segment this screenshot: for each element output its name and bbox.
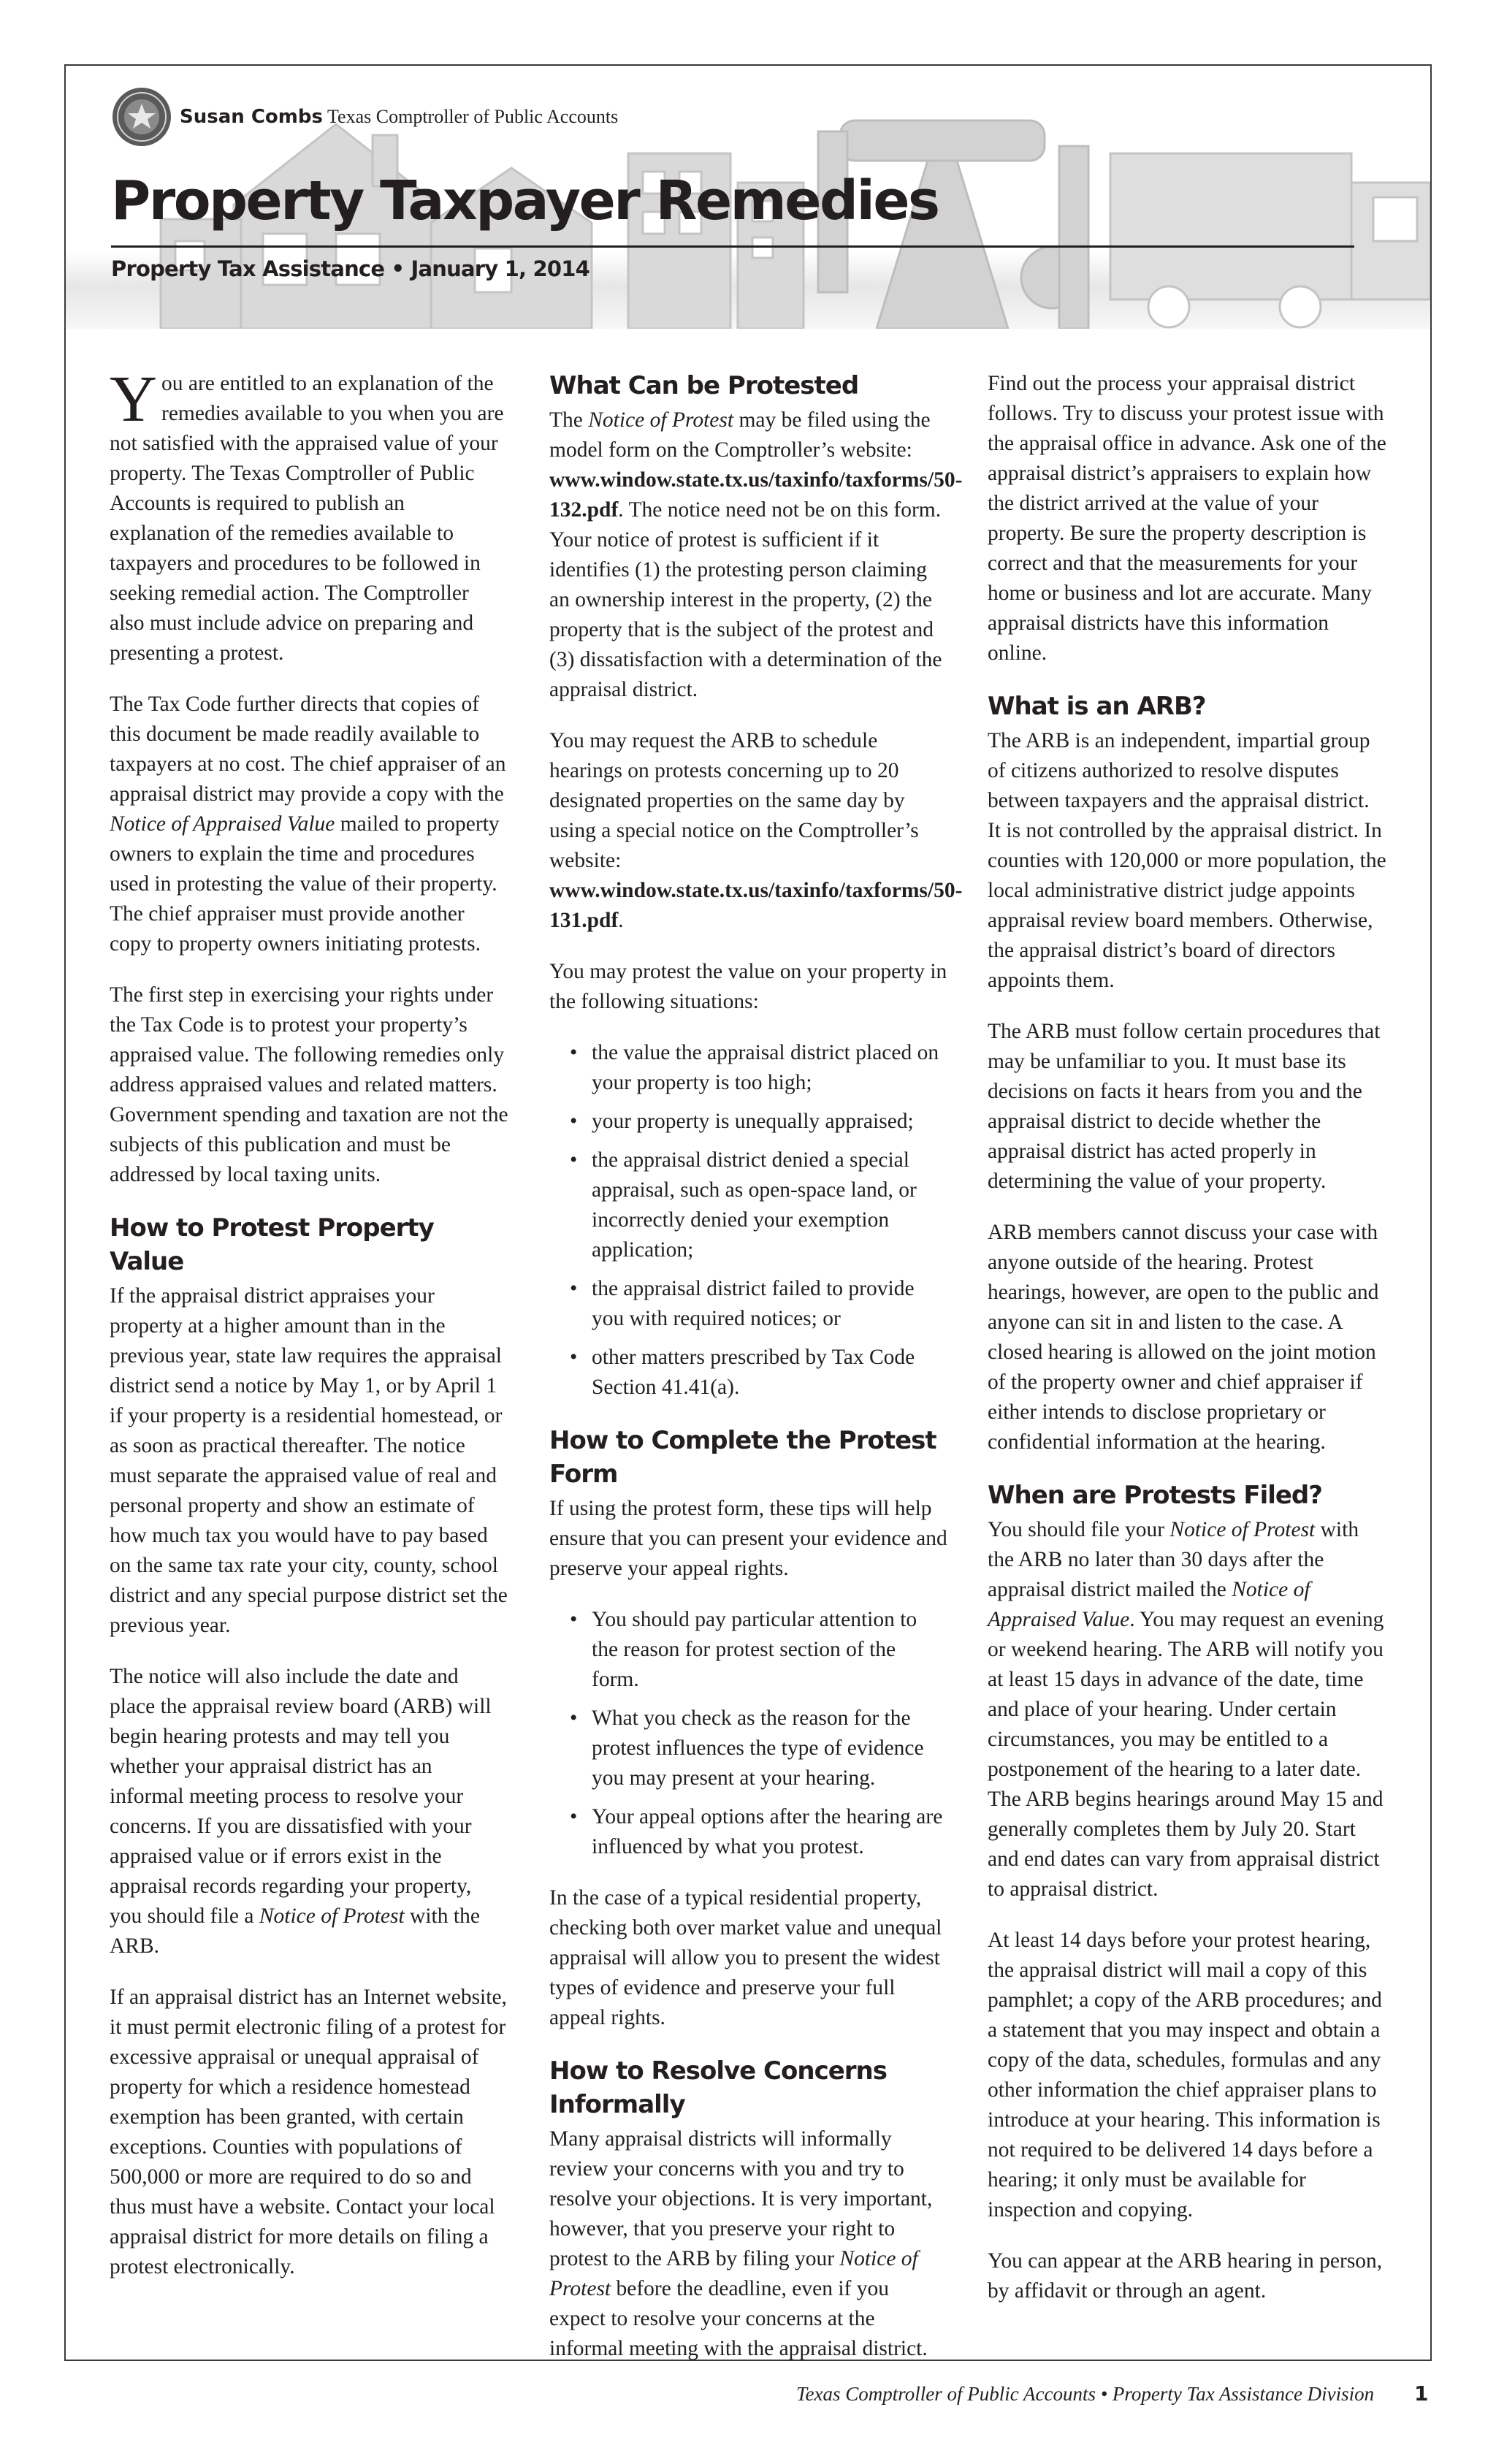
- agency-name: Susan Combs: [180, 106, 323, 128]
- paragraph: The ARB is an independent, impartial group of citizens authorized to resolve disputes between taxpayers and the appraisal district. It is not controlled by the appraisal district. In counties with 120,000 or more population, the local administrative district judge appoints appraisal review board members. Otherwise, the appraisal district’s board of directors appoints them.: [988, 729, 1386, 992]
- form-title: Notice of Protest: [259, 1904, 405, 1928]
- protest-tips-list: [549, 1605, 948, 1862]
- paragraph: You can appear at the ARB hearing in person, by affidavit or through an agent.: [988, 2249, 1383, 2303]
- paragraph: [988, 1515, 1386, 1904]
- paragraph: [549, 2124, 948, 2364]
- list-item: • the appraisal district denied a special appraisal, such as open-space land, or incorrectly denied your exemption application;: [592, 1145, 948, 1265]
- list-item: • the value the appraisal district placed on your property is too high;: [592, 1038, 948, 1098]
- paragraph: [110, 1662, 508, 1961]
- list-item: • the appraisal district failed to provide you with required notices; or: [592, 1274, 948, 1334]
- text-run: The: [549, 408, 589, 432]
- list-item: • Your appeal options after the hearing are influenced by what you protest.: [592, 1802, 948, 1862]
- paragraph: You may protest the value on your property in the following situations:: [549, 960, 947, 1013]
- paragraph: If an appraisal district has an Internet website, it must permit electronic filing of a protest for excessive appraisal or unequal appraisal of property for which a residence homestead exemption has been granted, with certain exceptions. Counties with populations of 500,000 or more are required to do so and thus must have a website. Contact your local appraisal district for more details on filing a protest electronically.: [110, 1986, 507, 2278]
- paragraph: If the appraisal district appraises your property at a higher amount than in the previous year, state law requires the appraisal district send a notice by May 1, or by April 1 if your property is a residential homestead, or as soon as practical thereafter. The notice must separate the appraised value of real and personal property and show an estimate of how much tax you would have to pay based on the same tax rate your city, county, school district and any special purpose district set the previous year.: [110, 1284, 508, 1637]
- paragraph: Find out the process your appraisal district follows. Try to discuss your protest issue with the appraisal office in advance. Ask one of the appraisal district’s appraisers to explain how the district arrived at the value of your property. Be sure the property description is correct and that the measurements for your home or business and lot are accurate. Many appraisal districts have this information online.: [988, 372, 1386, 665]
- column-3: [988, 369, 1386, 2327]
- paragraph: In the case of a typical residential property, checking both over market value and unequal appraisal will allow you to present the widest types of evidence and preserve your full appeal rights.: [549, 1886, 942, 2029]
- text-run: with the ARB no later than 30 days after the appraisal district mailed the: [988, 1518, 1359, 1601]
- footer-text: Texas Comptroller of Public Accounts • Property Tax Assistance Division: [796, 2383, 1375, 2405]
- text-run: with the ARB.: [110, 1904, 480, 1958]
- heading-when-protests-filed: When are Protests Filed?: [988, 1481, 1322, 1510]
- list-item: • other matters prescribed by Tax Code Section 41.41(a).: [592, 1343, 948, 1403]
- paragraph: The ARB must follow certain procedures that may be unfamiliar to you. It must base its decisions on facts it hears from you and the appraisal district to decide whether the appraisal district has acted properly in determining the value of your property.: [988, 1020, 1381, 1193]
- paragraph: At least 14 days before your protest hearing, the appraisal district will mail a copy of this pamphlet; a copy of the ARB procedures; and a statement that you may inspect and obtain a copy of the data, schedules, formulas and any other information the chief appraiser plans to introduce at your hearing. This information is not required to be delivered 14 days before a hearing; it only must be available for inspection and copying.: [988, 1929, 1382, 2221]
- form-title: Notice of Appraised Value: [988, 1578, 1310, 1631]
- intro-paragraph: [110, 363, 508, 668]
- text-run: may be filed using the model form on the Comptroller’s website:: [549, 408, 931, 462]
- masthead: [66, 66, 1430, 329]
- page-subtitle: Property Tax Assistance • January 1, 2014: [111, 256, 590, 281]
- heading-protest-value: How to Protest Property Value: [110, 1213, 434, 1276]
- heading-what-is-arb: What is an ARB?: [988, 692, 1206, 721]
- drop-cap: Y: [110, 363, 157, 435]
- protest-situations-list: [549, 1038, 948, 1403]
- list-item: • What you check as the reason for the protest influences the type of evidence you may present at your hearing.: [592, 1704, 948, 1793]
- text-run: .: [618, 909, 624, 932]
- column-2: [549, 369, 963, 2385]
- list-item: • your property is unequally appraised;: [592, 1107, 948, 1137]
- paragraph: [549, 726, 963, 936]
- agency-line: [180, 106, 618, 128]
- comptroller-seal-icon: [111, 86, 172, 148]
- paragraph: ARB members cannot discuss your case with anyone outside of the hearing. Protest hearings, however, are open to the public and anyone can sit in and listen to the case. A closed hearing is allowed on the joint motion of the property owner and chief appraiser if either intends to disclose proprietary or confidential information at the hearing.: [988, 1221, 1379, 1454]
- column-1: [110, 363, 508, 2303]
- heading-resolve-informally: How to Resolve Concerns Informally: [549, 2056, 887, 2119]
- title-divider: [111, 245, 1354, 248]
- paragraph: [549, 405, 963, 705]
- form-title: Notice of Protest: [549, 2247, 918, 2300]
- list-item: • You should pay particular attention to the reason for protest section of the form.: [592, 1605, 948, 1695]
- form-title: Notice of Protest: [588, 408, 734, 432]
- form-50-132-link[interactable]: www.window.state.tx.us/taxinfo/taxforms/50-132.pdf: [549, 468, 963, 522]
- form-title: Notice of Appraised Value: [110, 812, 335, 836]
- page-number: 1: [1414, 2381, 1429, 2406]
- form-50-131-link[interactable]: www.window.state.tx.us/taxinfo/taxforms/50-131.pdf: [549, 879, 963, 932]
- page-title: Property Taxpayer Remedies: [111, 169, 939, 232]
- text-run: You should file your: [988, 1518, 1170, 1541]
- intro-text: ou are entitled to an explanation of the remedies available to you when you are not satisfied with the appraised value of your property. The Texas Comptroller of Public Accounts is required to publish an explanation of the remedies available to taxpayers and procedures to be followed in seeking remedial action. The Comptroller also must include advice on preparing and presenting a protest.: [110, 372, 504, 665]
- paragraph: If using the protest form, these tips will help ensure that you can present your evidence and preserve your appeal rights.: [549, 1497, 947, 1580]
- paragraph: The first step in exercising your rights under the Tax Code is to protest your property’s appraised value. The following remedies only address appraised values and related matters. Government spending and taxation are not the subjects of this publication and must be addressed by local taxing units.: [110, 983, 508, 1186]
- heading-what-can-be-protested: What Can be Protested: [549, 371, 859, 400]
- text-run: mailed to property owners to explain the time and procedures used in protesting the value of their property. The chief appraiser must provide another copy to property owners initiating protests.: [110, 812, 500, 956]
- text-run: . You may request an evening or weekend hearing. The ARB will notify you at least 15 days in advance of the date, time and place of your hearing. Under certain circumstances, you may be entitled to a postponement of the hearing to a later date. The ARB begins hearings around May 15 and generally completes them by July 20. Start and end dates can vary from appraisal district to appraisal district.: [988, 1608, 1384, 1901]
- agency-title: Texas Comptroller of Public Accounts: [322, 106, 619, 127]
- text-run: The Tax Code further directs that copies of this document be made readily available to taxpayers at no cost. The chief appraiser of an appraisal district may provide a copy with the: [110, 693, 506, 806]
- heading-complete-protest-form: How to Complete the Protest Form: [549, 1426, 936, 1489]
- paragraph: [110, 690, 508, 959]
- text-run: The notice will also include the date and place the appraisal review board (ARB) will begin hearing protests and may tell you whether your appraisal district has an informal meeting process to resolve your concerns. If you are dissatisfied with your appraised value or if errors exist in the appraisal records regarding your property, you should file a: [110, 1665, 492, 1928]
- text-run: You may request the ARB to schedule hearings on protests concerning up to 20 designated properties on the same day by using a special notice on the Comptroller’s website:: [549, 729, 919, 872]
- text-run: . The notice need not be on this form. Your notice of protest is sufficient if it identifies (1) the protesting person claiming an ownership interest in the property, (2) the property that is the subject of the protest and (3) dissatisfaction with a determination of the appraisal district.: [549, 498, 942, 701]
- form-title: Notice of Protest: [1169, 1518, 1316, 1541]
- text-run: before the deadline, even if you expect to resolve your concerns at the informal meeting with the appraisal district.: [549, 2277, 928, 2360]
- text-run: Many appraisal districts will informally review your concerns with you and try to resolve your objections. It is very important, however, that you preserve your right to protest to the ARB by filing your: [549, 2127, 933, 2270]
